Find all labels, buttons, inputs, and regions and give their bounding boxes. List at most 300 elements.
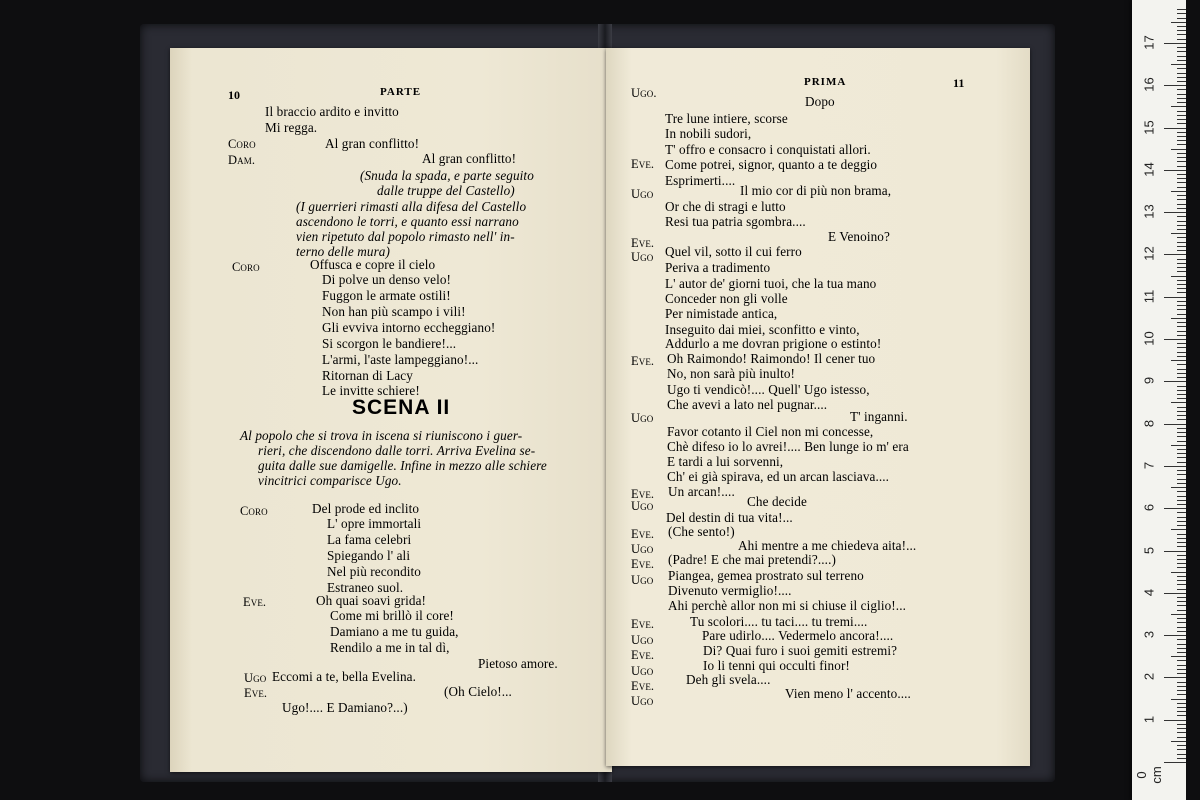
verse-line: Di? Quai furo i suoi gemiti estremi? xyxy=(703,643,898,658)
ruler-tick xyxy=(1177,491,1186,492)
left-running-head: PARTE xyxy=(380,86,422,98)
ruler-tick xyxy=(1164,635,1186,636)
verse-line: Tu scolori.... tu taci.... tu tremi.... xyxy=(690,614,868,629)
ruler-tick xyxy=(1171,614,1186,615)
ruler-tick xyxy=(1164,677,1186,678)
verse-line: No, non sarà più inulto! xyxy=(667,366,796,381)
ruler-tick xyxy=(1177,711,1186,712)
ruler-number: 4 xyxy=(1141,588,1157,596)
verse-line: Esprimerti.... xyxy=(665,173,736,188)
verse-line: Ahi perchè allor non mi si chiuse il ciglio!... xyxy=(668,598,906,613)
ruler-tick xyxy=(1177,648,1186,649)
verse-line: Eccomi a te, bella Evelina. xyxy=(272,669,417,684)
ruler-tick xyxy=(1177,682,1186,683)
ruler-tick xyxy=(1177,390,1186,391)
verse-line: Quel vil, sotto il cui ferro xyxy=(665,244,802,259)
ruler-tick xyxy=(1177,525,1186,526)
ruler-tick xyxy=(1177,534,1186,535)
ruler-tick xyxy=(1177,715,1186,716)
ruler-tick xyxy=(1177,500,1186,501)
ruler-tick xyxy=(1177,470,1186,471)
ruler-tick xyxy=(1177,250,1186,251)
ruler-tick xyxy=(1177,580,1186,581)
verse-line: Oh quai soavi grida! xyxy=(316,593,427,608)
stage-direction: vien ripetuto dal popolo rimasto nell' in- xyxy=(296,229,515,244)
ruler-tick xyxy=(1177,246,1186,247)
ruler-number: 14 xyxy=(1141,162,1157,177)
ruler-tick xyxy=(1164,720,1186,721)
ruler-tick xyxy=(1177,601,1186,602)
ruler-tick xyxy=(1171,149,1186,150)
ruler-tick xyxy=(1177,415,1186,416)
ruler-tick xyxy=(1171,22,1186,23)
verse-line: La fama celebri xyxy=(327,532,412,547)
ruler-tick xyxy=(1177,457,1186,458)
ruler-tick xyxy=(1177,639,1186,640)
ruler-number: 1 xyxy=(1141,715,1157,723)
verse-line: Del prode ed inclito xyxy=(312,501,420,516)
ruler-tick xyxy=(1177,51,1186,52)
verse-line: Le invitte schiere! xyxy=(322,383,420,398)
verse-line: Tre lune intiere, scorse xyxy=(665,111,788,126)
verse-line: Pietoso amore. xyxy=(478,656,558,671)
verse-line: Damiano a me tu guida, xyxy=(330,624,459,639)
ruler-tick xyxy=(1177,242,1186,243)
ruler-tick xyxy=(1177,73,1186,74)
ruler-tick xyxy=(1164,551,1186,552)
ruler-tick xyxy=(1177,182,1186,183)
ruler-tick xyxy=(1171,402,1186,403)
ruler-tick xyxy=(1177,504,1186,505)
verse-line: E Venoino? xyxy=(828,229,890,244)
ruler-tick xyxy=(1177,68,1186,69)
ruler-tick xyxy=(1171,572,1186,573)
verse-line: E tardi a lui sorvenni, xyxy=(667,454,784,469)
ruler-tick xyxy=(1177,563,1186,564)
ruler-tick xyxy=(1164,128,1186,129)
ruler-tick xyxy=(1177,703,1186,704)
speaker-label: Coro xyxy=(240,504,268,518)
verse-line: Come potrei, signor, quanto a te deggio xyxy=(665,157,878,172)
ruler-tick xyxy=(1177,428,1186,429)
ruler-tick xyxy=(1177,732,1186,733)
ruler-number: 15 xyxy=(1141,119,1157,135)
ruler-tick xyxy=(1177,567,1186,568)
speaker-label: Ugo xyxy=(244,671,267,685)
speaker-label: Eve. xyxy=(631,557,655,571)
ruler-tick xyxy=(1164,339,1186,340)
ruler-tick xyxy=(1177,441,1186,442)
ruler-number: 17 xyxy=(1141,35,1157,50)
ruler-tick xyxy=(1177,610,1186,611)
verse-line: Deh gli svela.... xyxy=(686,672,771,687)
ruler-tick xyxy=(1177,546,1186,547)
speaker-label: Eve. xyxy=(244,686,268,700)
ruler-tick xyxy=(1177,60,1186,61)
speaker-label: Eve. xyxy=(631,157,655,171)
verse-line: Ritornan di Lacy xyxy=(322,368,413,383)
left-page-number: 10 xyxy=(228,88,240,102)
ruler-number: 6 xyxy=(1141,504,1157,512)
scene-title: SCENA II xyxy=(352,396,451,419)
ruler-number: 8 xyxy=(1141,419,1157,427)
ruler-tick xyxy=(1177,199,1186,200)
ruler-tick xyxy=(1177,178,1186,179)
ruler-tick xyxy=(1177,18,1186,19)
speaker-label: Dam. xyxy=(228,153,256,167)
verse-line: Io li tenni qui occulti finor! xyxy=(703,658,850,673)
ruler-tick xyxy=(1164,424,1186,425)
verse-line: Conceder non gli volle xyxy=(665,291,788,306)
speaker-label: Ugo xyxy=(631,187,654,201)
ruler-tick xyxy=(1177,221,1186,222)
ruler-tick xyxy=(1177,474,1186,475)
ruler-tick xyxy=(1171,487,1186,488)
verse-line: T' offro e consacro i conquistati allori. xyxy=(665,142,871,157)
ruler-tick xyxy=(1177,111,1186,112)
ruler-tick xyxy=(1177,483,1186,484)
ruler-tick xyxy=(1177,576,1186,577)
ruler-tick xyxy=(1177,419,1186,420)
ruler-tick xyxy=(1177,377,1186,378)
ruler-tick xyxy=(1177,115,1186,116)
ruler-number: 2 xyxy=(1141,673,1157,681)
verse-line: Un arcan!.... xyxy=(668,484,735,499)
verse-line: Mi regga. xyxy=(265,120,318,135)
speaker-label: Eve. xyxy=(631,354,655,368)
ruler-tick xyxy=(1177,331,1186,332)
stage-direction: guita dalle sue damigelle. Infine in mezzo alle schiere xyxy=(258,458,547,473)
ruler-tick xyxy=(1177,94,1186,95)
ruler-tick xyxy=(1171,741,1186,742)
ruler-tick xyxy=(1177,644,1186,645)
stage-direction: dalle truppe del Castello) xyxy=(377,183,515,198)
ruler-tick xyxy=(1177,144,1186,145)
verse-line: Rendilo a me in tal dì, xyxy=(330,640,450,655)
verse-line: Che avevi a lato nel pugnar.... xyxy=(667,397,828,412)
verse-line: Estraneo suol. xyxy=(327,580,404,595)
ruler-tick xyxy=(1177,386,1186,387)
ruler-tick xyxy=(1177,673,1186,674)
speaker-label: Coro xyxy=(228,137,256,151)
ruler-tick xyxy=(1171,64,1186,65)
ruler-tick xyxy=(1171,699,1186,700)
ruler-tick xyxy=(1171,529,1186,530)
ruler-tick xyxy=(1177,157,1186,158)
speaker-label: Ugo xyxy=(631,499,654,513)
ruler-tick xyxy=(1177,618,1186,619)
stage-direction: (I guerrieri rimasti alla difesa del Castello xyxy=(296,199,527,214)
speaker-label: Eve. xyxy=(243,595,267,609)
ruler-tick xyxy=(1177,81,1186,82)
ruler-tick xyxy=(1177,728,1186,729)
ruler-tick xyxy=(1171,318,1186,319)
ruler-tick xyxy=(1177,305,1186,306)
ruler-tick xyxy=(1177,225,1186,226)
stage-direction: Al popolo che si trova in iscena si riuniscono i guer- xyxy=(240,428,523,443)
verse-line: Ugo!.... E Damiano?...) xyxy=(282,700,408,715)
ruler-tick xyxy=(1177,288,1186,289)
ruler-tick xyxy=(1177,187,1186,188)
ruler-tick xyxy=(1177,521,1186,522)
ruler-tick xyxy=(1177,347,1186,348)
ruler-number: 12 xyxy=(1141,246,1157,262)
ruler-tick xyxy=(1177,292,1186,293)
ruler-tick xyxy=(1177,237,1186,238)
ruler-tick xyxy=(1177,284,1186,285)
verse-line: (Che sento!) xyxy=(668,524,735,539)
speaker-label: Eve. xyxy=(631,617,655,631)
ruler-tick xyxy=(1171,191,1186,192)
speaker-label: Eve. xyxy=(631,648,655,662)
ruler-unit-label: 0 cm xyxy=(1134,766,1164,784)
ruler-tick xyxy=(1177,517,1186,518)
ruler-tick xyxy=(1171,233,1186,234)
ruler-tick xyxy=(1177,26,1186,27)
ruler-tick xyxy=(1177,322,1186,323)
ruler-tick xyxy=(1177,343,1186,344)
ruler-tick xyxy=(1177,627,1186,628)
ruler-tick xyxy=(1177,195,1186,196)
speaker-label: Ugo xyxy=(631,664,654,678)
ruler-tick xyxy=(1177,208,1186,209)
ruler-tick xyxy=(1177,153,1186,154)
verse-line: Ahi mentre a me chiedeva aita!... xyxy=(738,538,917,553)
ruler-tick xyxy=(1177,161,1186,162)
right-running-head: PRIMA xyxy=(804,76,847,88)
ruler-number: 10 xyxy=(1141,331,1157,346)
ruler-tick xyxy=(1177,686,1186,687)
ruler-tick xyxy=(1177,749,1186,750)
stage-direction: ascendono le torri, e quanto essi narrano xyxy=(296,214,519,229)
ruler-tick xyxy=(1171,276,1186,277)
stage-direction: terno delle mura) xyxy=(296,244,390,259)
ruler-tick xyxy=(1177,77,1186,78)
ruler-tick xyxy=(1177,754,1186,755)
ruler-tick xyxy=(1177,309,1186,310)
speaker-label: Coro xyxy=(232,260,260,274)
speaker-label: Ugo xyxy=(631,633,654,647)
verse-line: Al gran conflitto! xyxy=(325,136,420,151)
ruler-tick xyxy=(1177,555,1186,556)
stage-direction: rieri, che discendono dalle torri. Arriva Evelina se- xyxy=(258,443,536,458)
ruler-tick xyxy=(1177,34,1186,35)
speaker-label: Ugo xyxy=(631,694,654,708)
ruler-tick xyxy=(1177,140,1186,141)
ruler-tick xyxy=(1177,432,1186,433)
ruler-tick xyxy=(1177,453,1186,454)
ruler-tick xyxy=(1177,660,1186,661)
ruler-tick xyxy=(1177,622,1186,623)
speaker-label: Ugo xyxy=(631,542,654,556)
ruler-tick xyxy=(1164,297,1186,298)
ruler-tick xyxy=(1177,559,1186,560)
speaker-label: Eve. xyxy=(631,487,655,501)
ruler-tick xyxy=(1177,263,1186,264)
verse-line: Il mio cor di più non brama, xyxy=(740,183,892,198)
ruler-tick xyxy=(1177,204,1186,205)
ruler-tick xyxy=(1177,694,1186,695)
ruler-tick xyxy=(1177,589,1186,590)
verse-line: Nel più recondito xyxy=(327,564,421,579)
verse-line: L' opre immortali xyxy=(327,516,422,531)
verse-line: Spiegando l' ali xyxy=(327,548,411,563)
verse-line: Al gran conflitto! xyxy=(422,151,517,166)
ruler-tick xyxy=(1177,39,1186,40)
ruler-tick xyxy=(1177,394,1186,395)
verse-line: Piangea, gemea prostrato sul terreno xyxy=(668,568,864,583)
ruler-number: 9 xyxy=(1141,377,1157,385)
ruler-tick xyxy=(1177,119,1186,120)
ruler-tick xyxy=(1177,631,1186,632)
ruler-tick xyxy=(1177,259,1186,260)
ruler-tick xyxy=(1177,462,1186,463)
ruler-tick xyxy=(1177,267,1186,268)
ruler-tick xyxy=(1164,593,1186,594)
ruler-number: 7 xyxy=(1141,461,1157,470)
ruler-tick xyxy=(1177,314,1186,315)
ruler-tick xyxy=(1177,605,1186,606)
ruler-tick xyxy=(1177,479,1186,480)
verse-line: Del destin di tua vita!... xyxy=(666,510,793,525)
verse-line: Dopo xyxy=(805,94,835,109)
ruler-tick xyxy=(1177,538,1186,539)
verse-line: L'armi, l'aste lampeggiano!... xyxy=(322,352,479,367)
speaker-label: Ugo xyxy=(631,411,654,425)
ruler-tick xyxy=(1177,229,1186,230)
ruler-tick xyxy=(1177,9,1186,10)
ruler-tick xyxy=(1164,212,1186,213)
ruler-tick xyxy=(1177,411,1186,412)
speaker-label: Ugo xyxy=(631,573,654,587)
verse-line: Ch' ei già spirava, ed un arcan lasciava.... xyxy=(667,469,890,484)
ruler-tick xyxy=(1177,597,1186,598)
ruler-tick xyxy=(1177,669,1186,670)
ruler-tick xyxy=(1177,166,1186,167)
ruler-tick xyxy=(1171,106,1186,107)
ruler-tick xyxy=(1177,136,1186,137)
speaker-label: Eve. xyxy=(631,679,655,693)
ruler-tick xyxy=(1177,356,1186,357)
ruler-tick xyxy=(1177,436,1186,437)
ruler-tick xyxy=(1177,690,1186,691)
ruler-tick xyxy=(1177,398,1186,399)
stage-direction: (Snuda la spada, e parte seguito xyxy=(360,168,534,183)
ruler-tick xyxy=(1177,352,1186,353)
ruler-tick xyxy=(1177,512,1186,513)
verse-line: Chè difeso io lo avrei!.... Ben lunge io m' era xyxy=(667,439,909,454)
verse-line: (Oh Cielo!... xyxy=(444,684,512,699)
ruler-tick xyxy=(1177,280,1186,281)
ruler-tick xyxy=(1177,496,1186,497)
verse-line: Fuggon le armate ostili! xyxy=(322,288,451,303)
ruler-tick xyxy=(1177,30,1186,31)
ruler-number: 13 xyxy=(1141,204,1157,219)
verse-line: Gli evviva intorno eccheggiano! xyxy=(322,320,496,335)
speaker-label: Eve. xyxy=(631,527,655,541)
stage-direction: vincitrici comparisce Ugo. xyxy=(258,473,402,488)
ruler-number: 5 xyxy=(1141,546,1157,554)
ruler-tick xyxy=(1177,584,1186,585)
ruler-tick xyxy=(1164,170,1186,171)
ruler-tick xyxy=(1177,102,1186,103)
verse-line: Pare udirlo.... Vedermelo ancora!.... xyxy=(702,628,894,643)
ruler-tick xyxy=(1177,326,1186,327)
ruler-tick xyxy=(1177,47,1186,48)
verse-line: Vien meno l' accento.... xyxy=(785,686,911,701)
ruler-number: 11 xyxy=(1141,289,1157,303)
ruler-tick xyxy=(1164,762,1186,763)
verse-line: Di polve un denso velo! xyxy=(322,272,452,287)
ruler-tick xyxy=(1177,369,1186,370)
ruler-tick xyxy=(1177,56,1186,57)
ruler-tick xyxy=(1171,656,1186,657)
ruler-tick xyxy=(1177,216,1186,217)
verse-line: Divenuto vermiglio!.... xyxy=(668,583,792,598)
verse-line: Offusca e copre il cielo xyxy=(310,257,436,272)
ruler-tick xyxy=(1177,123,1186,124)
ruler-tick xyxy=(1177,652,1186,653)
right-page-number: 11 xyxy=(953,76,965,90)
verse-line: (Padre! E che mai pretendi?....) xyxy=(668,552,836,567)
verse-line: Si scorgon le bandiere!... xyxy=(322,336,457,351)
verse-line: Che decide xyxy=(747,494,807,509)
verse-line: Favor cotanto il Ciel non mi concesse, xyxy=(667,424,874,439)
verse-line: Per nimistade antica, xyxy=(665,306,778,321)
ruler-tick xyxy=(1164,43,1186,44)
ruler-tick xyxy=(1177,707,1186,708)
ruler-tick xyxy=(1177,449,1186,450)
ruler-number: 16 xyxy=(1141,77,1157,92)
verse-line: Come mi brillò il core! xyxy=(330,608,454,623)
verse-line: Il braccio ardito e invitto xyxy=(265,104,399,119)
ruler-tick xyxy=(1177,301,1186,302)
ruler-tick xyxy=(1164,85,1186,86)
ruler-tick xyxy=(1177,758,1186,759)
ruler-tick xyxy=(1177,335,1186,336)
verse-line: Addurlo a me dovran prigione o estinto! xyxy=(665,336,882,351)
ruler-tick xyxy=(1177,542,1186,543)
ruler-tick xyxy=(1177,13,1186,14)
verse-line: L' autor de' giorni tuoi, che la tua mano xyxy=(665,276,877,291)
ruler-number: 3 xyxy=(1141,630,1157,639)
ruler-tick xyxy=(1164,466,1186,467)
ruler-tick xyxy=(1164,254,1186,255)
speaker-label: Ugo. xyxy=(631,86,657,100)
verse-line: Or che di stragi e lutto xyxy=(665,199,786,214)
ruler-tick xyxy=(1177,174,1186,175)
ruler-tick xyxy=(1164,508,1186,509)
verse-line: Inseguito dai miei, sconfitto e vinto, xyxy=(665,322,860,337)
verse-line: In nobili sudori, xyxy=(665,126,752,141)
ruler-tick xyxy=(1177,373,1186,374)
verse-line: Resi tua patria sgombra.... xyxy=(665,214,806,229)
ruler-tick xyxy=(1177,98,1186,99)
ruler-tick xyxy=(1177,407,1186,408)
ruler-tick xyxy=(1171,360,1186,361)
ruler-tick xyxy=(1177,665,1186,666)
verse-line: Ugo ti vendicò!.... Quell' Ugo istesso, xyxy=(667,382,870,397)
ruler-tick xyxy=(1177,724,1186,725)
speaker-label: Ugo xyxy=(631,250,654,264)
speaker-label: Eve. xyxy=(631,236,655,250)
ruler-tick xyxy=(1177,271,1186,272)
ruler-tick xyxy=(1177,745,1186,746)
ruler-tick xyxy=(1164,381,1186,382)
verse-line: Non han più scampo i vili! xyxy=(322,304,466,319)
ruler-tick xyxy=(1177,737,1186,738)
verse-line: Oh Raimondo! Raimondo! Il cener tuo xyxy=(667,351,876,366)
